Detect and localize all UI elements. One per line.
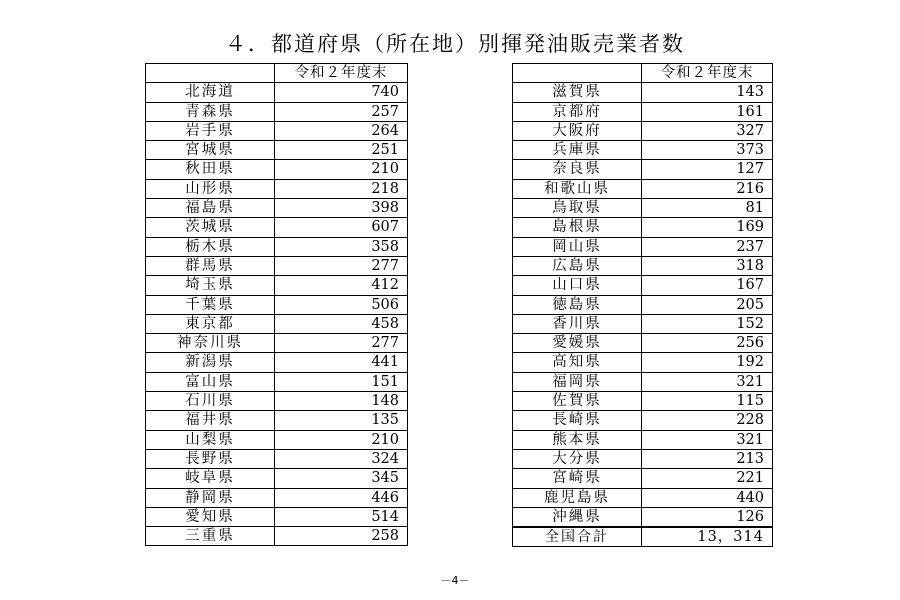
- table-row: [513, 218, 773, 237]
- dealer-count: 143: [642, 83, 773, 102]
- prefecture-name: 長崎県: [513, 411, 642, 430]
- prefecture-name: 東京都: [146, 314, 275, 333]
- national-total-row: [513, 527, 773, 547]
- dealer-count: 277: [275, 256, 408, 275]
- table-row: [146, 469, 408, 488]
- prefecture-name: 石川県: [146, 392, 275, 411]
- table-row: [146, 83, 408, 102]
- table-row: [513, 334, 773, 353]
- prefecture-name: 島根県: [513, 218, 642, 237]
- national-total-value: 13，314: [642, 527, 773, 547]
- prefecture-name: 埼玉県: [146, 276, 275, 295]
- dealer-count: 321: [642, 430, 773, 449]
- table-row: [513, 237, 773, 256]
- dealer-count: 264: [275, 121, 408, 140]
- table-row: [146, 102, 408, 121]
- dealer-count: 740: [275, 83, 408, 102]
- table-row: [513, 121, 773, 140]
- dealer-count: 192: [642, 353, 773, 372]
- prefecture-name: 佐賀県: [513, 392, 642, 411]
- dealer-count: 205: [642, 295, 773, 314]
- table-body-right: [513, 83, 773, 527]
- table-row: [146, 507, 408, 526]
- prefecture-table-right: [512, 63, 773, 547]
- dealer-count: 213: [642, 449, 773, 468]
- prefecture-table-left: [145, 63, 408, 546]
- table-row: [146, 334, 408, 353]
- prefecture-name: 徳島県: [513, 295, 642, 314]
- prefecture-name: 富山県: [146, 372, 275, 391]
- dealer-count: 506: [275, 295, 408, 314]
- dealer-count: 126: [642, 507, 773, 527]
- dealer-count: 398: [275, 199, 408, 218]
- prefecture-name: 福島県: [146, 199, 275, 218]
- prefecture-name: 新潟県: [146, 353, 275, 372]
- dealer-count: 161: [642, 102, 773, 121]
- prefecture-name: 大阪府: [513, 121, 642, 140]
- dealer-count: 151: [275, 372, 408, 391]
- table-row: [146, 276, 408, 295]
- dealer-count: 373: [642, 141, 773, 160]
- dealer-count: 237: [642, 237, 773, 256]
- dealer-count: 228: [642, 411, 773, 430]
- prefecture-name: 福井県: [146, 411, 275, 430]
- prefecture-name: 岐阜県: [146, 469, 275, 488]
- dealer-count: 321: [642, 372, 773, 391]
- table-row: [513, 141, 773, 160]
- prefecture-name: 秋田県: [146, 160, 275, 179]
- table-row: [513, 295, 773, 314]
- dealer-count: 210: [275, 430, 408, 449]
- table-body-left: [146, 83, 408, 546]
- table-row: [513, 430, 773, 449]
- prefecture-name: 大分県: [513, 449, 642, 468]
- prefecture-name: 広島県: [513, 256, 642, 275]
- prefecture-name: 長野県: [146, 449, 275, 468]
- dealer-count: 221: [642, 469, 773, 488]
- dealer-count: 440: [642, 488, 773, 507]
- table-header-row: [146, 64, 408, 83]
- prefecture-column-header: [513, 64, 642, 83]
- table-row: [146, 488, 408, 507]
- table-row: [146, 430, 408, 449]
- dealer-count: 327: [642, 121, 773, 140]
- prefecture-name: 京都府: [513, 102, 642, 121]
- prefecture-name: 熊本県: [513, 430, 642, 449]
- dealer-count: 318: [642, 256, 773, 275]
- dealer-count: 324: [275, 449, 408, 468]
- prefecture-name: 和歌山県: [513, 179, 642, 198]
- dealer-count: 152: [642, 314, 773, 333]
- dealer-count: 81: [642, 199, 773, 218]
- dealer-count: 167: [642, 276, 773, 295]
- prefecture-name: 沖縄県: [513, 507, 642, 527]
- national-total-label: 全国合計: [513, 527, 642, 547]
- prefecture-name: 滋賀県: [513, 83, 642, 102]
- dealer-count: 358: [275, 237, 408, 256]
- table-row: [513, 372, 773, 391]
- page-title: ４．都道府県（所在地）別揮発油販売業者数: [225, 32, 685, 56]
- table-row: [146, 121, 408, 140]
- prefecture-name: 鳥取県: [513, 199, 642, 218]
- table-header-row: [513, 64, 773, 83]
- prefecture-name: 山形県: [146, 179, 275, 198]
- prefecture-name: 愛知県: [146, 507, 275, 526]
- dealer-count: 277: [275, 334, 408, 353]
- table-row: [146, 199, 408, 218]
- prefecture-name: 岡山県: [513, 237, 642, 256]
- prefecture-name: 兵庫県: [513, 141, 642, 160]
- dealer-count: 115: [642, 392, 773, 411]
- prefecture-name: 北海道: [146, 83, 275, 102]
- table-row: [513, 199, 773, 218]
- prefecture-name: 宮城県: [146, 141, 275, 160]
- dealer-count: 458: [275, 314, 408, 333]
- prefecture-name: 神奈川県: [146, 334, 275, 353]
- prefecture-name: 福岡県: [513, 372, 642, 391]
- prefecture-name: 宮崎県: [513, 469, 642, 488]
- table-row: [146, 141, 408, 160]
- table-row: [146, 392, 408, 411]
- dealer-count: 251: [275, 141, 408, 160]
- prefecture-name: 山口県: [513, 276, 642, 295]
- dealer-count: 514: [275, 507, 408, 526]
- table-row: [146, 295, 408, 314]
- prefecture-name: 岩手県: [146, 121, 275, 140]
- table-row: [513, 449, 773, 468]
- table-row: [513, 488, 773, 507]
- prefecture-name: 茨城県: [146, 218, 275, 237]
- table-row: [513, 276, 773, 295]
- table-row: [513, 179, 773, 198]
- prefecture-name: 栃木県: [146, 237, 275, 256]
- prefecture-name: 香川県: [513, 314, 642, 333]
- table-row: [513, 507, 773, 527]
- dealer-count: 127: [642, 160, 773, 179]
- table-row: [513, 469, 773, 488]
- table-row: [146, 411, 408, 430]
- dealer-count: 218: [275, 179, 408, 198]
- table-row: [146, 527, 408, 546]
- table-row: [146, 179, 408, 198]
- page-number: －4－: [440, 574, 470, 587]
- prefecture-name: 奈良県: [513, 160, 642, 179]
- table-row: [146, 314, 408, 333]
- table-row: [513, 392, 773, 411]
- prefecture-name: 青森県: [146, 102, 275, 121]
- prefecture-column-header: [146, 64, 275, 83]
- dealer-count: 216: [642, 179, 773, 198]
- prefecture-name: 三重県: [146, 527, 275, 546]
- dealer-count: 257: [275, 102, 408, 121]
- prefecture-name: 千葉県: [146, 295, 275, 314]
- table-row: [513, 83, 773, 102]
- table-row: [513, 102, 773, 121]
- prefecture-name: 高知県: [513, 353, 642, 372]
- prefecture-name: 静岡県: [146, 488, 275, 507]
- table-row: [146, 160, 408, 179]
- table-row: [513, 411, 773, 430]
- table-row: [146, 237, 408, 256]
- table-row: [513, 314, 773, 333]
- dealer-count: 169: [642, 218, 773, 237]
- dealer-count: 607: [275, 218, 408, 237]
- table-row: [146, 353, 408, 372]
- dealer-count: 135: [275, 411, 408, 430]
- table-row: [513, 353, 773, 372]
- dealer-count: 210: [275, 160, 408, 179]
- dealer-count: 148: [275, 392, 408, 411]
- table-row: [146, 372, 408, 391]
- table-row: [146, 218, 408, 237]
- fiscal-year-column-header: 令和２年度末: [642, 64, 773, 83]
- table-row: [513, 160, 773, 179]
- table-row: [513, 256, 773, 275]
- dealer-count: 256: [642, 334, 773, 353]
- table-row: [146, 449, 408, 468]
- dealer-count: 258: [275, 527, 408, 546]
- prefecture-name: 山梨県: [146, 430, 275, 449]
- dealer-count: 412: [275, 276, 408, 295]
- dealer-count: 441: [275, 353, 408, 372]
- prefecture-name: 愛媛県: [513, 334, 642, 353]
- prefecture-name: 群馬県: [146, 256, 275, 275]
- prefecture-name: 鹿児島県: [513, 488, 642, 507]
- table-row: [146, 256, 408, 275]
- fiscal-year-column-header: 令和２年度末: [275, 64, 408, 83]
- dealer-count: 446: [275, 488, 408, 507]
- dealer-count: 345: [275, 469, 408, 488]
